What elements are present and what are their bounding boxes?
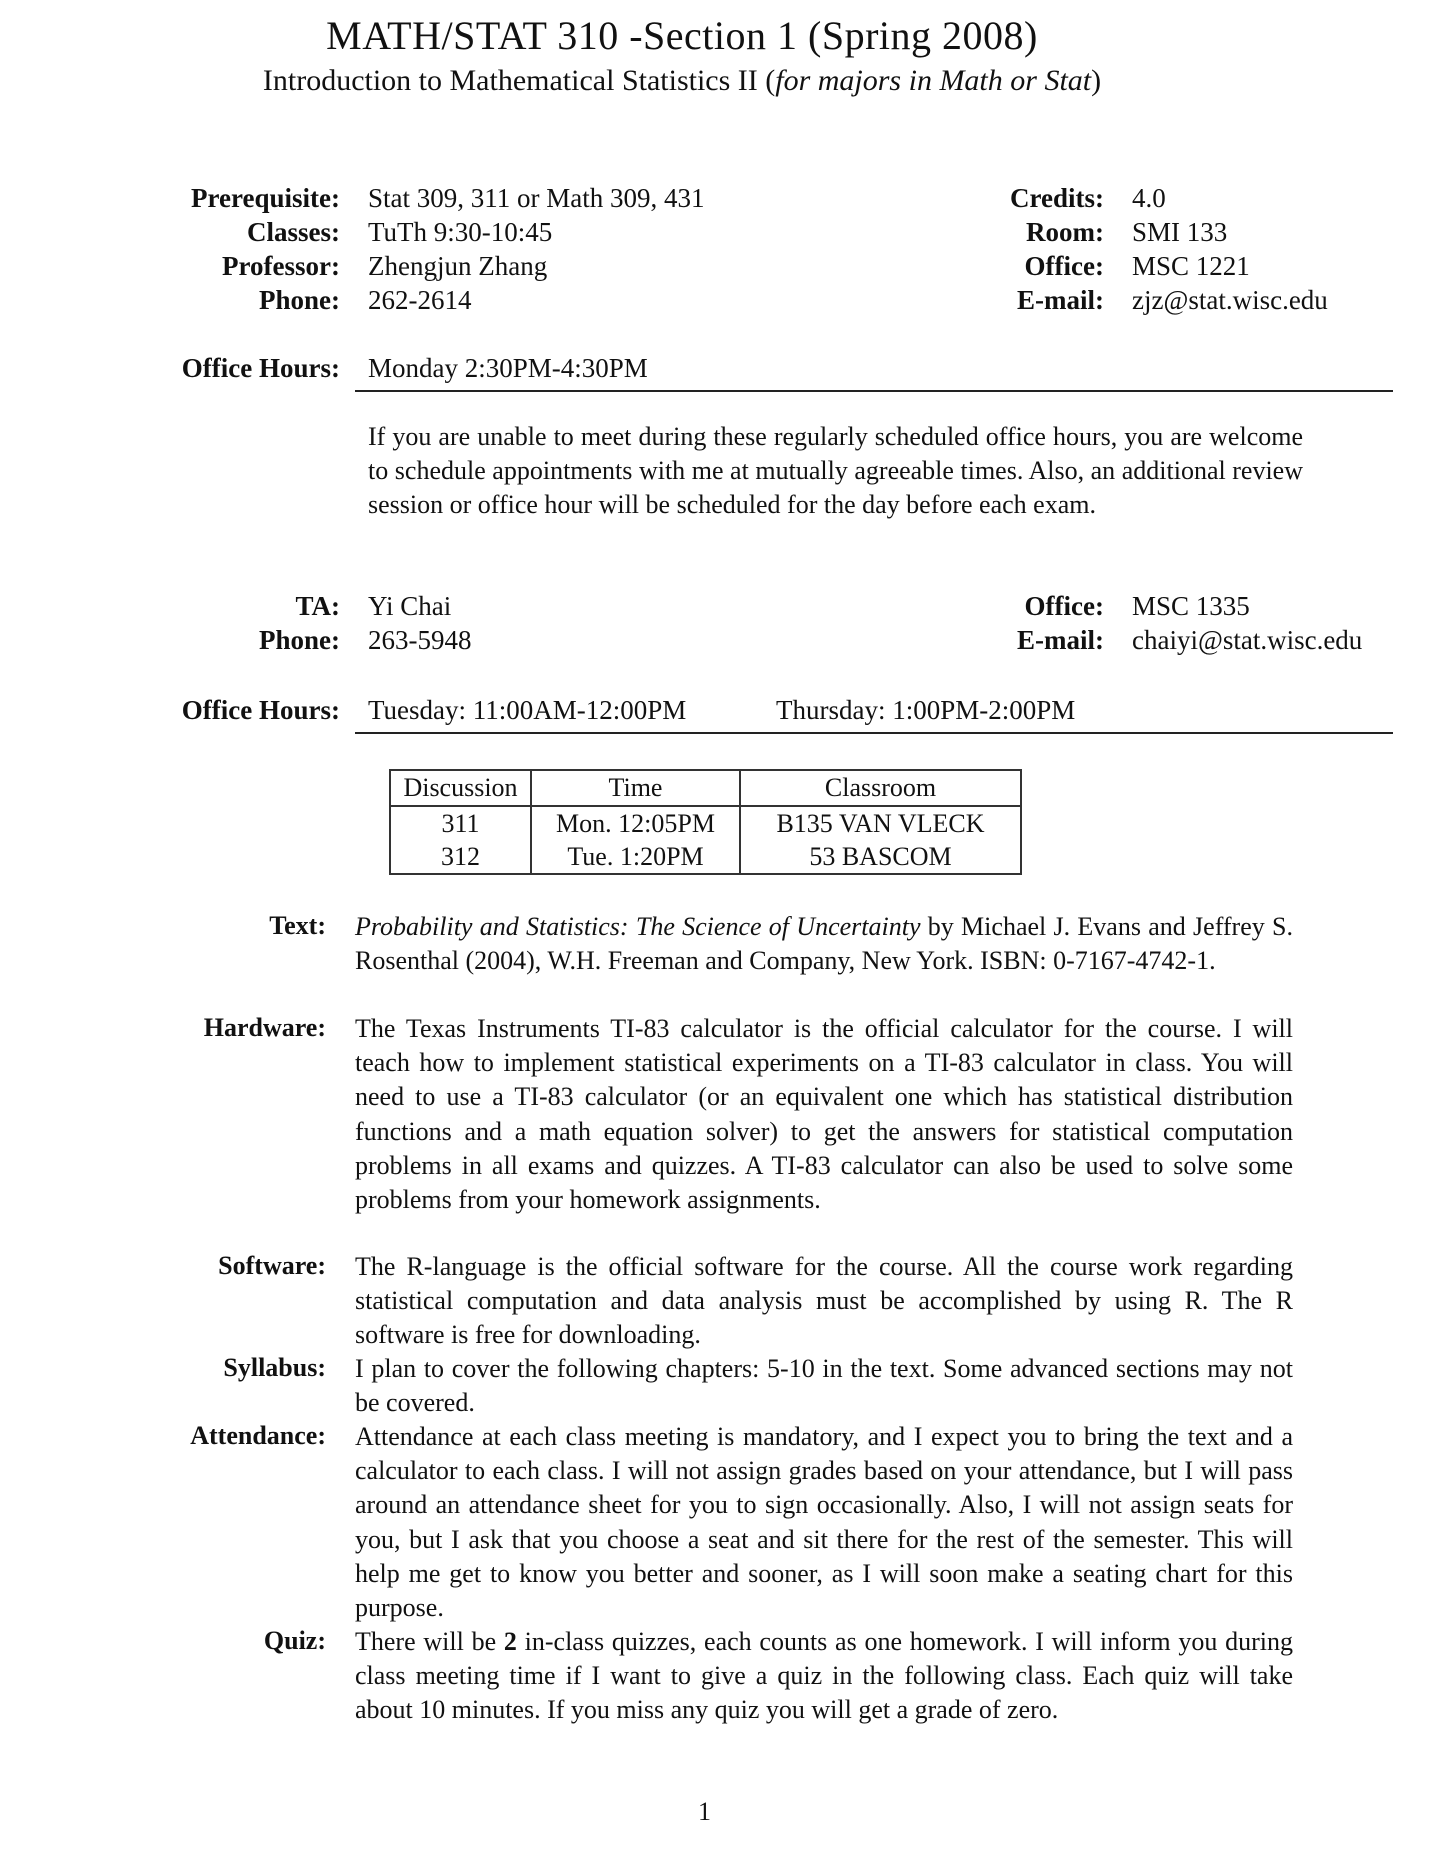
professor-label: Professor:: [222, 251, 340, 281]
ta-office-hours-tuesday: Tuesday: 11:00AM-12:00PM: [368, 695, 687, 725]
prerequisite-value: Stat 309, 311 or Math 309, 431: [368, 183, 705, 213]
ta-label: TA:: [295, 591, 340, 621]
classes-label: Classes:: [247, 217, 340, 247]
textbook-title: Probability and Statistics: The Science of Uncertainty: [355, 912, 921, 941]
classes-value: TuTh 9:30-10:45: [368, 217, 553, 247]
column-header-discussion: Discussion: [390, 770, 531, 806]
quiz-text-before: There will be: [355, 1627, 504, 1656]
table-cell: Tue. 1:20PM: [531, 840, 740, 874]
ta-office-label: Office:: [1024, 591, 1104, 621]
syllabus-body: I plan to cover the following chapters: 5-10 in the text. Some advanced sections may not be covered.: [355, 1354, 1293, 1418]
text-label: Text:: [269, 911, 326, 940]
subtitle-close: ): [1091, 64, 1102, 97]
ta-email-value[interactable]: [1132, 625, 1362, 656]
page-title: MATH/STAT 310 -Section 1 (Spring 2008): [326, 13, 1038, 58]
office-label: Office:: [1024, 251, 1104, 281]
credits-value: 4.0: [1132, 183, 1166, 213]
syllabus-label: Syllabus:: [223, 1353, 326, 1382]
office-hours-rule: [355, 390, 1393, 392]
room-value: SMI 133: [1132, 217, 1228, 247]
table-cell: Mon. 12:05PM: [531, 806, 740, 840]
quiz-label: Quiz:: [263, 1626, 326, 1655]
office-hours-note: If you are unable to meet during these regularly scheduled office hours, you are welcome to schedule appointments with me at mutually agreeable times. Also, an additional review session or office hour will be scheduled for the day before each exam.: [368, 422, 1303, 520]
quiz-count: 2: [503, 1627, 517, 1656]
discussion-table: [389, 769, 1022, 875]
page-number: 1: [698, 1797, 711, 1826]
quiz-text-after: in-class quizzes, each counts as one homework. I will inform you during class meeting time if I want to give a quiz in the following class. Each quiz will take about 10 minutes. If you miss any quiz you will get a grade of zero.: [355, 1627, 1293, 1725]
text-body: [355, 910, 1293, 978]
attendance-body: Attendance at each class meeting is mandatory, and I expect you to bring the text and a calculator to each class. I will not assign grades based on your attendance, but I will pass around an attendance sheet for you to sign occasionally. Also, I will not assign seats for you, but I ask that you choose a seat and sit there for the rest of the semester. This will help me get to know you better and sooner, as I will soon make a seating chart for this purpose.: [355, 1422, 1293, 1623]
ta-phone-label: Phone:: [259, 625, 340, 655]
professor-value: Zhengjun Zhang: [368, 251, 548, 281]
email-label: E-mail:: [1017, 285, 1104, 315]
phone-label: Phone:: [259, 285, 340, 315]
ta-email-link[interactable]: chaiyi@stat.wisc.edu: [1132, 625, 1363, 655]
subtitle-italic: for majors in Math or Stat: [775, 64, 1092, 97]
ta-office-hours-rule: [355, 732, 1393, 734]
prerequisite-label: Prerequisite:: [191, 183, 340, 213]
table-row: [390, 840, 1021, 874]
software-body: The R-language is the official software for the course. All the course work regarding statistical computation and data analysis must be accomplished by using R. The R software is free for downloading.: [355, 1252, 1293, 1350]
email-link[interactable]: zjz@stat.wisc.edu: [1132, 285, 1328, 315]
hardware-label: Hardware:: [203, 1013, 326, 1042]
table-row: [390, 806, 1021, 840]
ta-phone-value: 263-5948: [368, 625, 472, 655]
textbook-details: by Michael J. Evans and Jeffrey S. Rosenthal (2004), W.H. Freeman and Company, New York. ISBN: 0-7167-4742-1.: [355, 912, 1293, 976]
email-value[interactable]: [1132, 285, 1328, 316]
table-cell: 312: [390, 840, 531, 874]
table-cell: B135 VAN VLECK: [740, 806, 1021, 840]
column-header-classroom: Classroom: [740, 770, 1021, 806]
quiz-body: [355, 1625, 1293, 1728]
office-hours-label: Office Hours:: [181, 353, 340, 383]
hardware-body: The Texas Instruments TI-83 calculator is the official calculator for the course. I will teach how to implement statistical experiments on a TI-83 calculator in class. You will need to use a TI-83 calculator (or an equivalent one which has statistical distribution functions and a math equation solver) to get the answers for statistical computation problems in all exams and quizzes. A TI-83 calculator can also be used to solve some problems from your homework assignments.: [355, 1014, 1293, 1215]
credits-label: Credits:: [1010, 183, 1104, 213]
ta-email-label: E-mail:: [1017, 625, 1104, 655]
ta-office-hours-label: Office Hours:: [181, 695, 340, 725]
office-value: MSC 1221: [1132, 251, 1250, 281]
page-subtitle: [0, 64, 1410, 98]
phone-value: 262-2614: [368, 285, 472, 315]
office-hours-value: Monday 2:30PM-4:30PM: [368, 353, 648, 383]
column-header-time: Time: [531, 770, 740, 806]
table-cell: 53 BASCOM: [740, 840, 1021, 874]
table-header-row: [390, 770, 1021, 806]
software-label: Software:: [218, 1251, 326, 1280]
ta-value: Yi Chai: [368, 591, 452, 621]
table-cell: 311: [390, 806, 531, 840]
subtitle-main: Introduction to Mathematical Statistics II (: [262, 64, 776, 97]
ta-office-hours-thursday: Thursday: 1:00PM-2:00PM: [776, 695, 1076, 725]
ta-office-value: MSC 1335: [1132, 591, 1250, 621]
room-label: Room:: [1026, 217, 1104, 247]
attendance-label: Attendance:: [190, 1421, 326, 1450]
